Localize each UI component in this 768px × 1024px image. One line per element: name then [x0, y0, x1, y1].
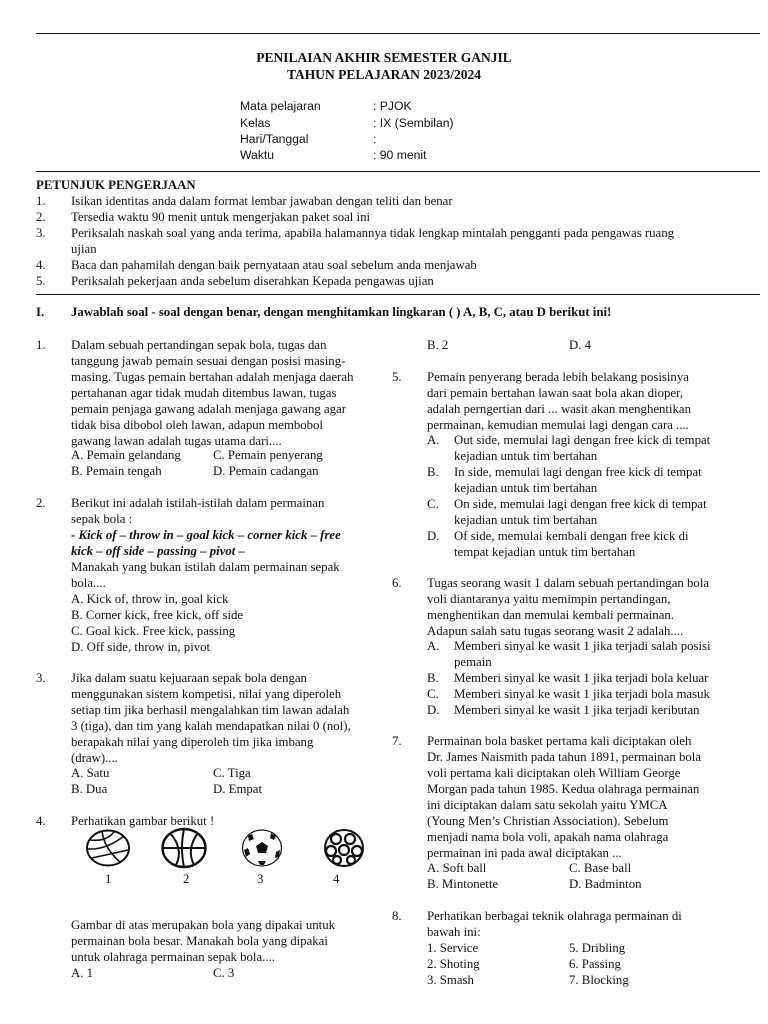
question-line: Morgan pada tahun 1985. Kedua olahraga permainan: [427, 782, 700, 796]
option-a[interactable]: A. Pemain gelandang: [71, 448, 181, 462]
question-line: Permainan bola basket pertama kali diciptakan oleh: [427, 734, 692, 748]
instruction-text: Baca dan pahamilah dengan baik pernyataan atau soal sebelum anda menjawab: [71, 258, 477, 272]
question-line: permainan ini pada awal diciptakan ...: [427, 846, 622, 860]
terms-line: - Kick of – throw in – goal kick – corner kick – free: [71, 528, 341, 542]
list-item: 6. Passing: [569, 957, 621, 971]
info-label-class: Kelas: [240, 116, 271, 130]
option-d[interactable]: D. Of side, memulai kembali dengan free kick di tempat kejadian untuk tim bertahan: [427, 529, 689, 559]
option-a[interactable]: A. Soft ball: [427, 861, 487, 875]
question-line: berapakah nilai yang diperoleh tim jika imbang: [71, 735, 314, 749]
option-c[interactable]: C. Memberi sinyal ke wasit 1 jika terjadi bola masuk: [427, 687, 710, 701]
question-6-options: [427, 638, 757, 718]
question-intro: Perhatikan gambar berikut !: [71, 814, 215, 828]
question-line: ini diciptakan dalam satu sekolah yaitu YMCA: [427, 798, 668, 812]
basketball-icon: [160, 827, 208, 869]
question-number: 7.: [392, 734, 402, 748]
question-line: bawah ini:: [427, 925, 481, 939]
question-line: sepak bola :: [71, 512, 133, 526]
question-line: untuk olahraga permainan sepak bola....: [71, 950, 275, 964]
option-a[interactable]: A. Satu: [71, 766, 110, 780]
question-line: Dalam sebuah pertandingan sepak bola, tugas dan: [71, 338, 327, 352]
option-a[interactable]: A. 1: [71, 966, 94, 980]
instruction-num: 5.: [36, 274, 46, 288]
instruction-num: 2.: [36, 210, 46, 224]
option-b[interactable]: B. Corner kick, free kick, off side: [71, 608, 244, 622]
top-rule: [36, 33, 760, 34]
instruction-text-cont: ujian: [71, 242, 97, 256]
question-line: Jika dalam suatu kejuaraan sepak bola dengan: [71, 671, 307, 685]
question-3: [71, 670, 391, 766]
list-item: 3. Smash: [427, 973, 474, 987]
section-instruction: Jawablah soal - soal dengan benar, dengan menghitamkan lingkaran ( ) A, B, C, atau D berikut ini!: [71, 305, 612, 319]
option-c[interactable]: C. Base ball: [569, 861, 632, 875]
question-number: 3.: [36, 671, 46, 685]
exam-year: TAHUN PELAJARAN 2023/2024: [286, 67, 481, 82]
technique-list-right: [569, 940, 629, 988]
list-item: 7. Blocking: [569, 973, 629, 987]
ball-label-1: 1: [105, 872, 112, 886]
question-line: tidak bisa dibobol oleh lawan, adapun membobol: [71, 418, 323, 432]
question-line: voli pertama kali diciptakan oleh William George: [427, 766, 681, 780]
option-c[interactable]: C. 3: [213, 966, 235, 980]
question-line: Dr. James Naismith pada tahun 1891, permainan bola: [427, 750, 702, 764]
question-line: (draw)....: [71, 751, 118, 765]
question-7: [427, 733, 757, 861]
option-b[interactable]: B. 2: [427, 338, 449, 352]
question-line: masing. Tugas pemain bertahan adalah menjaga daerah: [71, 370, 354, 384]
info-value-class: : IX (Sembilan): [373, 116, 454, 130]
instruction-text: Tersedia waktu 90 menit untuk mengerjakan paket soal ini: [71, 210, 371, 224]
question-line: pertahanan agar tidak mudah ditembus lawan, tugas: [71, 386, 337, 400]
question-line: tanggung jawab pemain sesuai dengan posisi masing-: [71, 354, 346, 368]
option-c[interactable]: C. Pemain penyerang: [213, 448, 323, 462]
option-b[interactable]: B. Dua: [71, 782, 108, 796]
question-line: menjadi nama bola voli, apakah nama olahraga: [427, 830, 669, 844]
question-2: [71, 495, 391, 655]
question-line: menggunakan sistem kompetisi, nilai yang diperoleh: [71, 687, 342, 701]
option-d[interactable]: D. Badminton: [569, 877, 642, 891]
question-line: menghentikan dan memulai kembali permainan.: [427, 608, 674, 622]
instruction-num: 3.: [36, 226, 46, 240]
question-line: voli diantaranya yaitu memimpin pertandingan,: [427, 592, 671, 606]
question-line: Tugas seorang wasit 1 dalam sebuah pertandingan bola: [427, 576, 710, 590]
question-line: Gambar di atas merupakan bola yang dipakai untuk: [71, 918, 336, 932]
question-number: 6.: [392, 576, 402, 590]
option-b[interactable]: B. In side, memulai lagi dengan free kick di tempat kejadian untuk tim bertahan: [427, 465, 702, 495]
instruction-num: 4.: [36, 258, 46, 272]
instruction-num: 1.: [36, 194, 46, 208]
option-a[interactable]: A. Memberi sinyal ke wasit 1 jika terjadi salah posisi pemain: [427, 639, 711, 669]
question-number: 4.: [36, 814, 46, 828]
info-value-date: :: [373, 132, 377, 146]
option-b[interactable]: B. Pemain tengah: [71, 464, 162, 478]
exam-title: PENILAIAN AKHIR SEMESTER GANJIL: [256, 50, 512, 65]
section-number: I.: [36, 305, 45, 319]
info-label-date: Hari/Tanggal: [240, 132, 309, 146]
question-6: [427, 575, 757, 639]
question-line: Pemain penyerang berada lebih belakang posisinya: [427, 370, 689, 384]
option-d[interactable]: D. Off side, throw in, pivot: [71, 640, 211, 654]
question-number: 5.: [392, 370, 402, 384]
takraw-ball-icon: [322, 827, 366, 869]
list-item: 1. Service: [427, 941, 479, 955]
instructions-heading: PETUNJUK PENGERJAAN: [36, 178, 196, 192]
info-label-time: Waktu: [240, 148, 275, 162]
ball-label-3: 3: [257, 872, 264, 886]
question-4-text: [71, 917, 391, 965]
info-value-subject: : PJOK: [373, 99, 412, 113]
question-number: 8.: [392, 909, 402, 923]
option-b[interactable]: B. Mintonette: [427, 877, 499, 891]
option-a[interactable]: A. Kick of, throw in, goal kick: [71, 592, 229, 606]
question-line: setiap tim jika berhasil mengalahkan tim lawan adalah: [71, 703, 350, 717]
info-value-time: : 90 menit: [373, 148, 427, 162]
question-line: bola....: [71, 576, 106, 590]
option-d[interactable]: D. Empat: [213, 782, 263, 796]
instruction-text: Isikan identitas anda dalam format lembar jawaban dengan teliti dan benar: [71, 194, 453, 208]
option-b[interactable]: B. Memberi sinyal ke wasit 1 jika terjadi bola keluar: [427, 671, 709, 685]
question-line: gawang lawan adalah tugas utama dari....: [71, 434, 282, 448]
instruction-text: Periksalah pekerjaan anda sebelum diserahkan Kepada pengawas ujian: [71, 274, 434, 288]
question-line: Berikut ini adalah istilah-istilah dalam permainan: [71, 496, 325, 510]
volleyball-icon: [84, 828, 132, 868]
question-line: pemain penjaga gawang adalah menjaga gawang agar: [71, 402, 347, 416]
option-c[interactable]: C. On side, memulai lagi dengan free kick di tempat kejadian untuk tim bertahan: [427, 497, 707, 527]
question-line: 3 (tiga), dan tim yang kalah mendapatkan nilai 0 (nol),: [71, 719, 351, 733]
list-item: 2. Shoting: [427, 957, 480, 971]
question-line: permainan, kemudian memulai lagi dengan cara ....: [427, 418, 689, 432]
instruction-text: Periksalah naskah soal yang anda terima, apabila halamannya tidak lengkap mintalah pengganti pada pengawas ruang: [71, 226, 675, 240]
question-line: Perhatikan berbagai teknik olahraga permainan di: [427, 909, 682, 923]
question-line: dari pemain bertahan lawan saat bola akan dioper,: [427, 386, 684, 400]
instructions-rule: [36, 294, 760, 295]
ball-label-2: 2: [183, 872, 190, 886]
question-number: 2.: [36, 496, 46, 510]
question-5-options: [427, 432, 747, 560]
question-line: adalah perngertian dari ... wasit akan menghentikan: [427, 402, 692, 416]
option-d[interactable]: D. Memberi sinyal ke wasit 1 jika terjadi keributan: [427, 703, 700, 717]
question-8: [427, 908, 757, 940]
question-line: Manakah yang bukan istilah dalam permainan sepak: [71, 560, 340, 574]
option-c[interactable]: C. Goal kick. Free kick, passing: [71, 624, 236, 638]
option-d[interactable]: D. 4: [569, 338, 592, 352]
question-5: [427, 369, 747, 433]
terms-line: kick – off side – passing – pivot –: [71, 544, 245, 558]
question-1: [71, 337, 391, 449]
question-line: Adapun salah satu tugas seorang wasit 2 adalah....: [427, 624, 684, 638]
list-item: 5. Dribling: [569, 941, 626, 955]
soccer-ball-icon: [240, 828, 284, 868]
info-label-subject: Mata pelajaran: [240, 99, 321, 113]
ball-label-4: 4: [333, 872, 340, 886]
info-rule: [36, 171, 760, 172]
question-line: permainan bola besar. Manakah bola yang dipakai: [71, 934, 328, 948]
technique-list-left: [427, 940, 480, 988]
question-line: (Young Men’s Christian Association). Sebelum: [427, 814, 669, 828]
option-a[interactable]: A. Out side, memulai lagi dengan free kick di tempat kejadian untuk tim bertahan: [427, 433, 711, 463]
question-number: 1.: [36, 338, 46, 352]
option-c[interactable]: C. Tiga: [213, 766, 251, 780]
option-d[interactable]: D. Pemain cadangan: [213, 464, 319, 478]
